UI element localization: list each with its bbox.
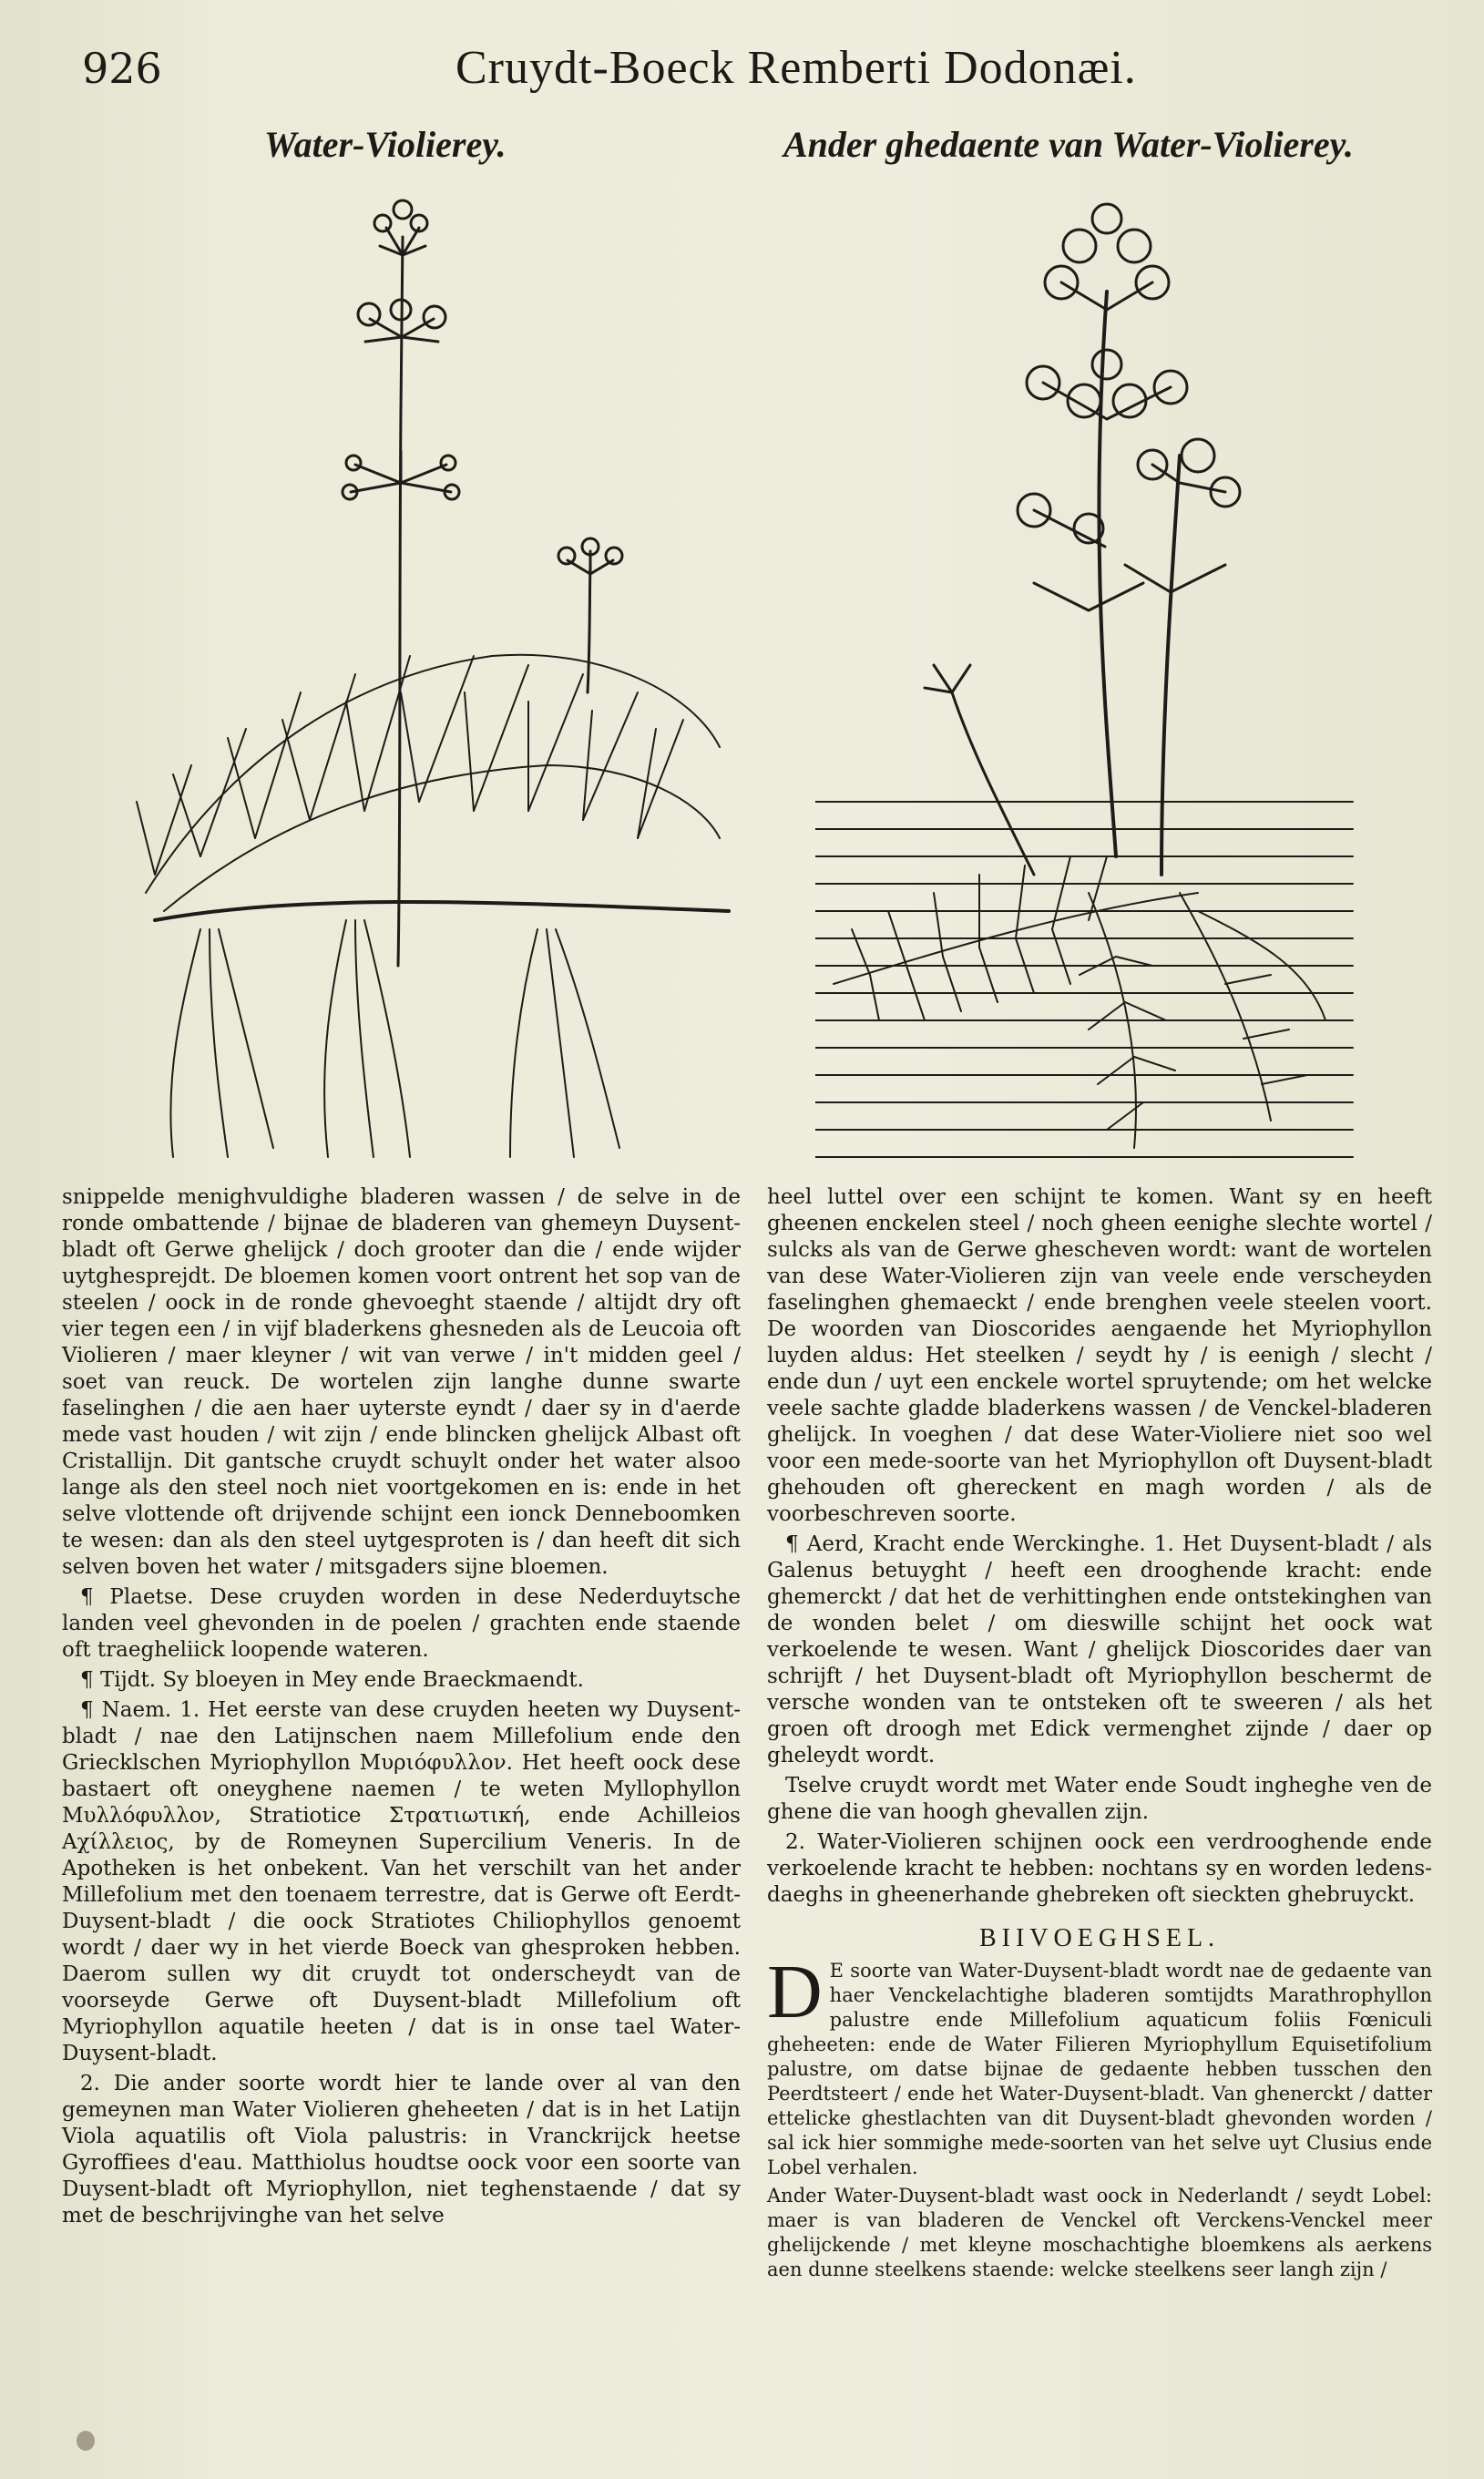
virtues-paragraph-2: Tselve cruydt wordt met Water ende Soudt ingheghe ven de ghene die van hoogh ghevallen zijn. <box>767 1774 1432 1824</box>
description-paragraph: snippelde menighvuldighe bladeren wassen / de selve in de ronde ombattende / bijnae de bladeren van ghemeyn Duysent-bladt oft Gerwe ghelijck / doch grooter dan die / ende wijder uytghesprejdt. De bloemen komen voort ontrent het sop van de steelen / oock in de ronde ghevoeght staende / altijdt dry oft vier tegen een / in vijf bladerkens ghesneden als de Leucoia oft Violieren / maer kleyner / wit van verwe / in't midden geel / soet van reuck. De wortelen zijn langhe dunne swarte faselinghen / die aen haer uyterste eyndt / daer sy in d'aerde mede vast houden / wit zijn / ende blincken ghelijck Albast oft Cristallijn. Dit gantsche cruydt schuylt onder het water alsoo lange als den steel noch niet voortgekomen en is: ende in het selve vlottende oft drijvende schijnt een ionck Denneboomken te wesen: dan als den steel uytgesproten is / dan heeft dit sich selven boven het water / mitsgaders sijne bloemen. <box>62 1185 741 1579</box>
name-paragraph: ¶ Naem. 1. Het eerste van dese cruyden heeten wy Duysent-bladt / nae den Latijnschen naem Millefolium ende den Griecklschen Myriophyllon Μυριόφυλλον. Het heeft oock dese bastaert oft oneyghene naemen / te weten Myllophyllon Μυλλόφυλλον, Stratiotice Στρατιωτική, ende Achilleios Αχίλλειος, by de Romeynen Supercilium Veneris. In de Apotheken is het onbekent. Van het verschilt van het ander Millefolium met den toenaem terrestre, dat is Gerwe oft Eerdt-Duysent-bladt / die oock Stratiotes Chiliophyllos genoemt wordt / daer wy in het vierde Boeck van ghesproken hebben. Daerom sullen wy dit cruydt tot onderscheydt van de voorseyde Gerwe oft Duysent-bladt Millefolium oft Myriophyllon aquatile heeten / dat is in onse tael Water-Duysent-bladt. <box>62 1698 741 2065</box>
continuation-paragraph: heel luttel over een schijnt te komen. Want sy en heeft gheenen enckelen steel / noch gheen eenighe slechte wortel / sulcks als van de Gerwe ghescheven wordt: want de wortelen van dese Water-Violieren zijn van veele ende verscheyden faselinghen ghemaeckt / ende brenghen veele steelen voort. De woorden van Dioscorides aengaende het Myriophyllon luyden aldus: Het steelken / seydt hy / is eenigh / slecht / ende dun / uyt een enckele wortel spruytende; om het welcke veele sachte gladde bladerkens wassen / de Venckel-bladeren ghelijck. In voeghen / dat dese Water-Violiere niet soo wel voor een mede-soorte van het Myriophyllon oft Duysent-bladt ghehouden oft ghereckent en magh worden / als de voorbeschreven soorte. <box>767 1185 1432 1526</box>
left-text-column <box>62 1184 741 2233</box>
place-paragraph: ¶ Plaetse. Dese cruyden worden in dese Nederduytsche landen veel ghevonden in de poelen / grachten ende staende oft traegheliick loopende wateren. <box>62 1585 741 1662</box>
time-paragraph: ¶ Tijdt. Sy bloeyen in Mey ende Braeckmaendt. <box>80 1668 584 1692</box>
left-figure-caption: Water-Violierey. <box>264 124 507 165</box>
right-plant-woodcut <box>815 182 1380 1193</box>
name-paragraph-2: 2. Die ander soorte wordt hier te lande over al van den gemeynen man Water Violieren gheheeten / dat is in het Latijn Viola aquatilis oft Viola palustris: in Vranckrijck heetse Gyroffiees d'eau. Matthiolus houdtse oock voor een soorte van Duysent-bladt oft Myriophyllon, niet teghenstaende / dat sy met de beschrijvinghe van het selve <box>62 2072 741 2228</box>
right-text-column <box>767 1184 1432 2286</box>
right-figure-caption: Ander ghedaente van Water-Violierey. <box>783 124 1354 165</box>
addition-paragraph-2: Ander Water-Duysent-bladt wast oock in Nederlandt / seydt Lobel: maer is van bladeren de Venckel oft Verckens-Venckel meer ghelijckende / met kleyne moschachtighe bloemkens als aerkens aen dunne steelkens staende: welcke steelkens seer langh zijn / <box>767 2185 1432 2280</box>
page-header <box>64 36 1430 118</box>
virtues-paragraph: ¶ Aerd, Kracht ende Werckinghe. 1. Het Duysent-bladt / als Galenus betuyght / heeft een drooghende kracht: ende ghemerckt / dat het de verhittinghen ende ontstekinghen van de wonden belet / om dieswille schijnt het oock wat verkoelende te wesen. Want / ghelijck Dioscorides daer van schrijft / het Duysent-bladt oft Myriophyllon beschermt de versche wonden van te ontsteken oft te sweeren / als het groen oft droogh met Edick vermenghet zijnde / daer op gheleydt wordt. <box>767 1532 1432 1767</box>
running-title: Cruydt-Boeck Remberti Dodonæi. <box>455 42 1137 94</box>
page-number: 926 <box>82 44 162 93</box>
virtues-paragraph-3: 2. Water-Violieren schijnen oock een verdrooghende ende verkoelende kracht te hebben: nochtans sy en worden ledens-daeghs in gheenerhande ghebreken oft sieckten ghebruyckt. <box>767 1830 1432 1907</box>
drop-cap: D <box>767 1950 823 2034</box>
left-plant-woodcut <box>128 182 747 1175</box>
addition-paragraph <box>767 1950 1432 2180</box>
addition-text: E soorte van Water-Duysent-bladt wordt nae de gedaente van haer Venckelachtighe bladeren somtijdts Marathrophyllon palustre ende Millefolium aquaticum foliis Fœniculi gheheeten: ende de Water Filieren Myriophyllum Equisetifolium palustre, om datse bijnae de gedaente hebben tusschen den Peerdtsteert / ende het Water-Duysent-bladt. Van ghenerckt / datter ettelicke ghestlachten van dit Duysent-bladt ghevonden worden / sal ick hier sommighe mede-soorten van het selve uyt Clusius ende Lobel verhalen. <box>767 1960 1432 2178</box>
addition-heading: BIIVOEGHSEL. <box>978 1924 1221 1952</box>
ink-stain <box>77 2431 95 2451</box>
